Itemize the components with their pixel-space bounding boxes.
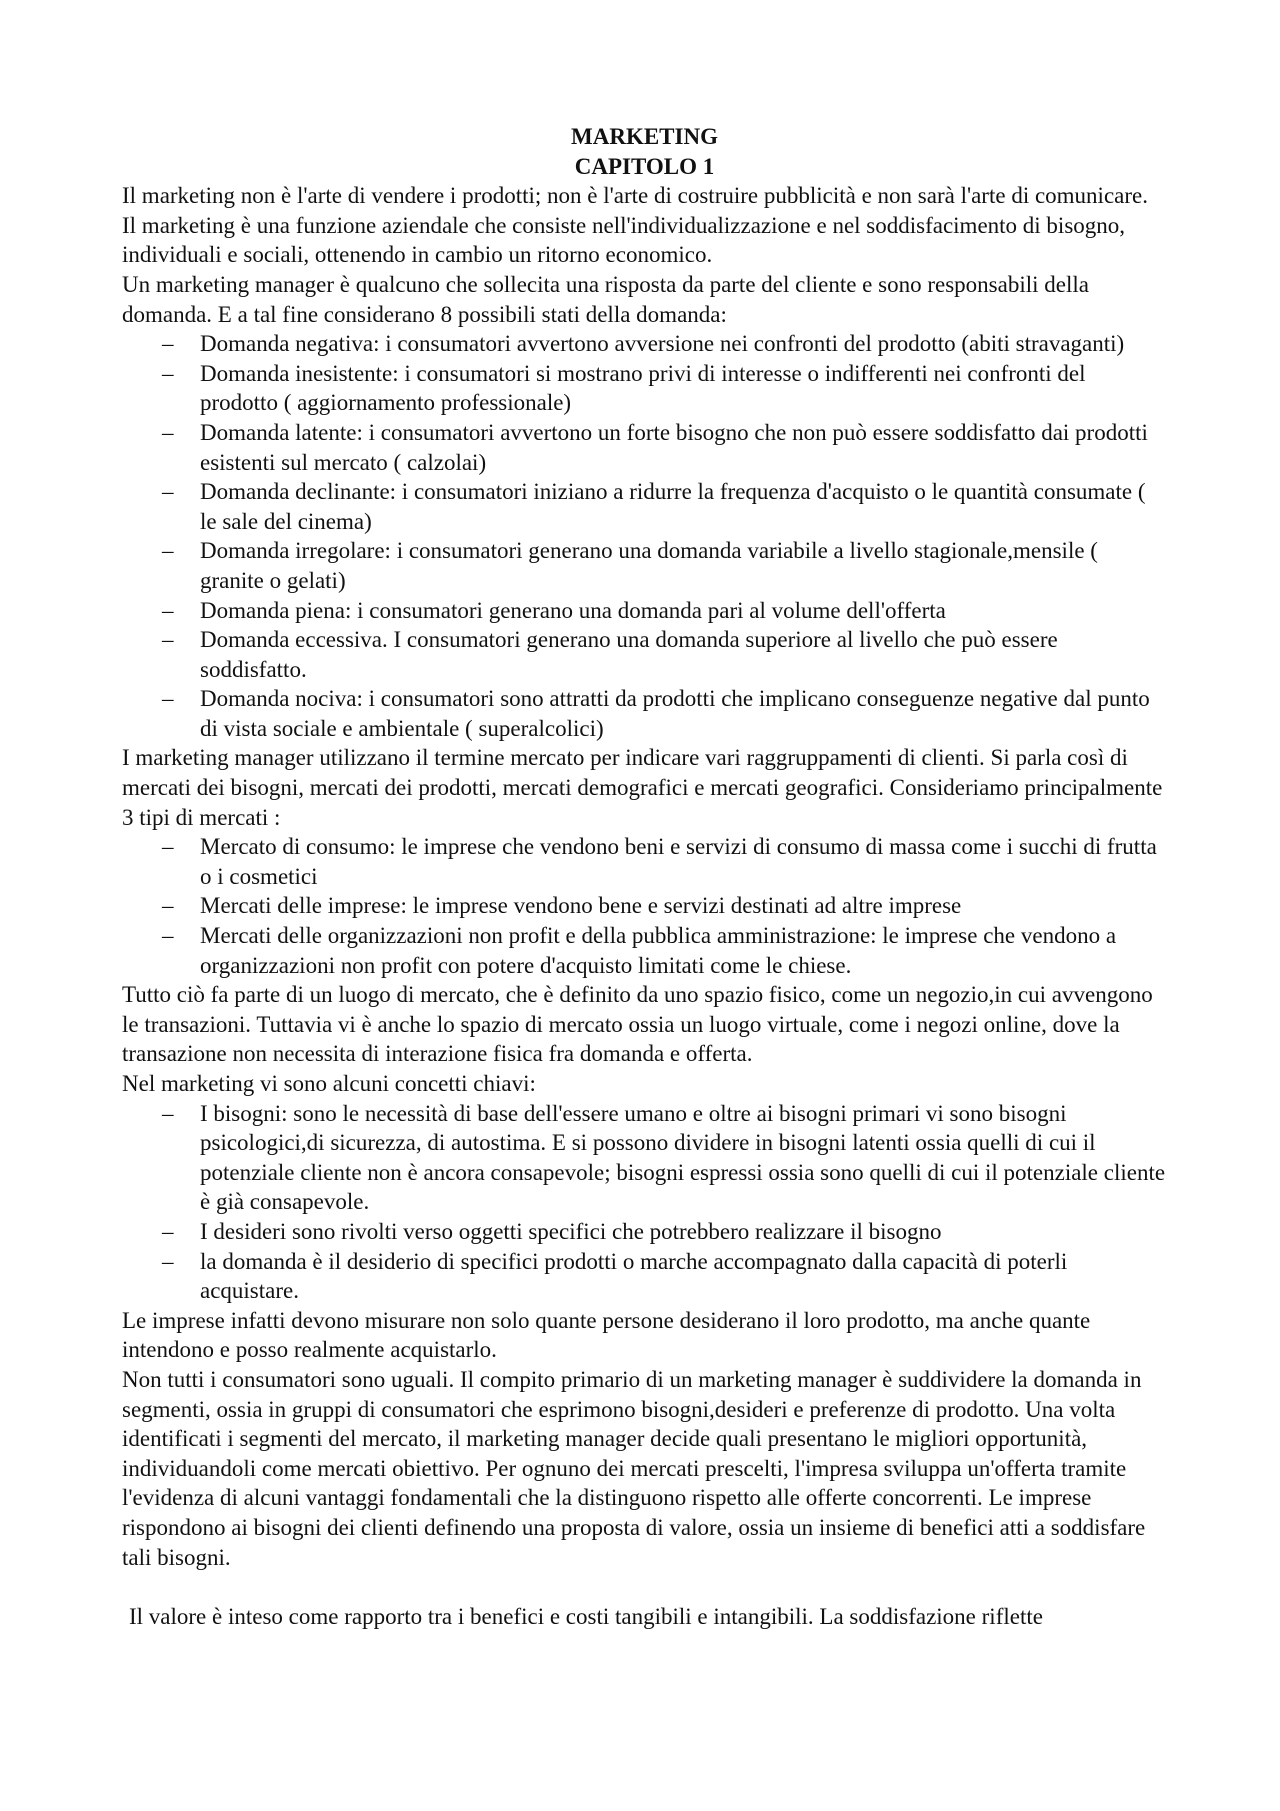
dash-bullet: – <box>162 419 174 445</box>
dash-bullet: – <box>162 1100 174 1126</box>
list-item: – Mercato di consumo: le imprese che vendono beni e servizi di consumo di massa come i succhi di frutta o i cosmetici <box>162 834 1157 889</box>
list-item: – Domanda eccessiva. I consumatori generano una domanda superiore al livello che può essere soddisfatto. <box>162 627 1058 682</box>
paragraph-definition: Il marketing non è l'arte di vendere i prodotti; non è l'arte di costruire pubblicità e non sarà l'arte di comunicare. Il marketing è una funzione aziendale che consiste nell'individualizzazione e nel soddisfacimento di bisogno, individuali e sociali, ottenendo in cambio un ritorno economico. <box>122 183 1148 268</box>
list-item: – Mercati delle organizzazioni non profit e della pubblica amministrazione: le imprese che vendono a organizzazioni non profit con potere d'acquisto limitati come le chiese. <box>162 923 1117 978</box>
list-item: – Domanda piena: i consumatori generano una domanda pari al volume dell'offerta <box>200 596 1167 626</box>
list-item: – Domanda declinante: i consumatori iniziano a ridurre la frequenza d'acquisto o le quantità consumate ( le sale del cinema) <box>162 479 1146 534</box>
list-item: – Mercati delle imprese: le imprese vendono bene e servizi destinati ad altre imprese <box>200 891 1167 921</box>
dash-bullet: – <box>162 479 174 505</box>
dash-bullet: – <box>162 834 174 860</box>
document-page <box>122 122 1167 1631</box>
dash-bullet: – <box>162 597 174 623</box>
list-item: – Domanda nociva: i consumatori sono attratti da prodotti che implicano conseguenze negative dal punto di vista sociale e ambientale ( superalcolici) <box>162 686 1150 741</box>
paragraph-segmentation: Non tutti i consumatori sono uguali. Il compito primario di un marketing manager è suddividere la domanda in segmenti, ossia in gruppi di consumatori che esprimono bisogni,desideri e preferenze di prodotto. Una volta identificati i segmenti del mercato, il marketing manager decide quali presentano le migliori opportunità, individuandoli come mercati obiettivo. Per ognuno dei mercati prescelti, l'impresa sviluppa un'offerta tramite l'evidenza di alcuni vantaggi fondamentali che la distinguono rispetto alle offerte concorrenti. Le imprese rispondono ai bisogni dei clienti definendo una proposta di valore, ossia un insieme di benefici atti a soddisfare tali bisogni. <box>122 1366 1146 1570</box>
dash-bullet: – <box>162 686 174 712</box>
dash-bullet: – <box>162 538 174 564</box>
paragraph-measurement: Le imprese infatti devono misurare non solo quante persone desiderano il loro prodotto, ma anche quante intendono e posso realmente acquistarlo. <box>122 1307 1091 1363</box>
demand-states-list <box>122 329 1167 743</box>
paragraph-value: Il valore è inteso come rapporto tra i benefici e costi tangibili e intangibili. La soddisfazione riflette <box>129 1603 1043 1629</box>
dash-bullet: – <box>162 331 174 357</box>
paragraph-manager: Un marketing manager è qualcuno che sollecita una risposta da parte del cliente e sono responsabili della domanda. E a tal fine considerano 8 possibili stati della domanda: <box>122 271 1089 327</box>
market-types-list <box>122 832 1167 980</box>
dash-bullet: – <box>162 893 174 919</box>
paragraph-key-concepts-intro: Nel marketing vi sono alcuni concetti chiavi: <box>122 1071 536 1096</box>
list-item: – I desideri sono rivolti verso oggetti specifici che potrebbero realizzare il bisogno <box>200 1217 1167 1247</box>
paragraph-markets: I marketing manager utilizzano il termine mercato per indicare vari raggruppamenti di clienti. Si parla così di mercati dei bisogni, mercati dei prodotti, mercati demografici e mercati geografici. Consideriamo principalmente 3 tipi di mercati : <box>122 745 1163 830</box>
dash-bullet: – <box>162 923 174 949</box>
key-concepts-list <box>122 1099 1167 1306</box>
paragraph-gap <box>122 1572 1167 1602</box>
list-item: – Domanda negativa: i consumatori avvertono avversione nei confronti del prodotto (abiti stravaganti) <box>200 329 1167 359</box>
paragraph-marketplace: Tutto ciò fa parte di un luogo di mercato, che è definito da uno spazio fisico, come un negozio,in cui avvengono le transazioni. Tuttavia vi è anche lo spazio di mercato ossia un luogo virtuale, come i negozi online, dove la transazione non necessita di interazione fisica fra domanda e offerta. <box>122 982 1153 1067</box>
list-item: – Domanda irregolare: i consumatori generano una domanda variabile a livello stagionale,mensile ( granite o gelati) <box>162 538 1098 593</box>
list-item: – Domanda inesistente: i consumatori si mostrano privi di interesse o indifferenti nei confronti del prodotto ( aggiornamento professionale) <box>162 360 1086 416</box>
list-item: – la domanda è il desiderio di specifici prodotti o marche accompagnato dalla capacità di poterli acquistare. <box>162 1248 1068 1304</box>
document-title: MARKETING <box>571 124 718 149</box>
chapter-title: CAPITOLO 1 <box>574 153 715 179</box>
list-item: – I bisogni: sono le necessità di base dell'essere umano e oltre ai bisogni primari vi sono bisogni psicologici,di sicurezza, di autostima. E si possono dividere in bisogni latenti ossia quelli di cui il potenziale cliente non è ancora consapevole; bisogni espressi ossia sono quelli di cui il potenziale cliente è già consapevole. <box>162 1100 1166 1215</box>
dash-bullet: – <box>162 1248 174 1274</box>
dash-bullet: – <box>162 627 174 653</box>
dash-bullet: – <box>162 1218 174 1244</box>
dash-bullet: – <box>162 360 174 386</box>
list-item: – Domanda latente: i consumatori avvertono un forte bisogno che non può essere soddisfatto dai prodotti esistenti sul mercato ( calzolai) <box>162 419 1148 475</box>
